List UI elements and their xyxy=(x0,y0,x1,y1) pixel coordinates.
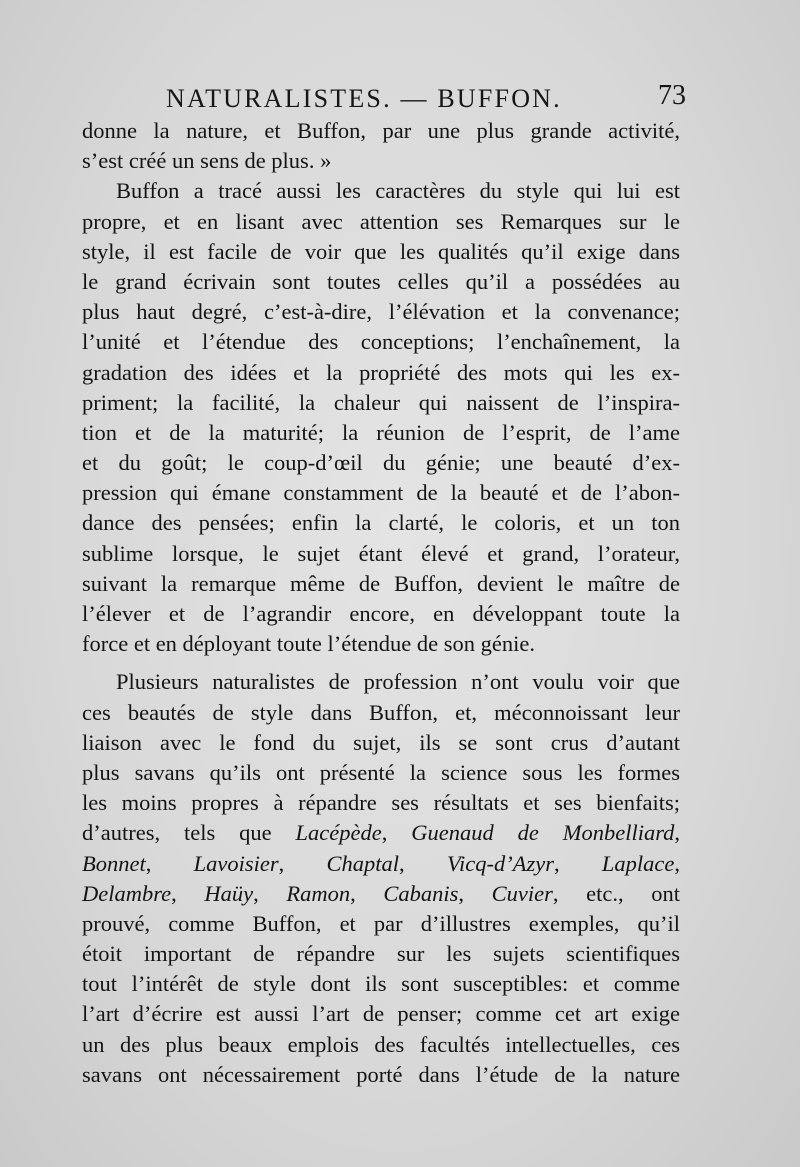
text-line: tion et de la maturité; la réunion de l’esprit, de l’ame xyxy=(82,419,680,445)
naturalist-name: Laplace xyxy=(601,850,675,876)
text-line-with-names xyxy=(82,879,680,909)
text-line: tout l’intérêt de style dont ils sont susceptibles: et comme xyxy=(82,971,680,997)
text-line: le grand écrivain sont toutes celles qu’il a possédées au xyxy=(82,268,680,294)
paragraph-gap xyxy=(82,659,680,667)
text-line: et du goût; le coup-d’œil du génie; une beauté d’ex- xyxy=(82,450,680,476)
naturalist-name: Delambre xyxy=(82,880,172,906)
text-fragment: etc., ont xyxy=(586,880,681,906)
text-line: priment; la facilité, la chaleur qui naissent de l’inspira- xyxy=(82,389,680,415)
comma: , xyxy=(145,850,152,876)
text-line: l’art d’écrire est aussi l’art de penser; comme cet art exige xyxy=(82,1001,680,1027)
naturalist-name: Ramon xyxy=(286,880,351,906)
naturalist-name: Cabanis xyxy=(383,880,459,906)
text-line: style, il est facile de voir que les qualités qu’il exige dans xyxy=(82,238,680,264)
text-line: gradation des idées et la propriété des mots qui les ex- xyxy=(82,359,680,385)
comma: , xyxy=(171,880,177,906)
text-line: ces beautés de style dans Buffon, et, méconnoissant leur xyxy=(82,699,680,725)
comma: , xyxy=(381,820,388,846)
text-line: s’est créé un sens de plus. » xyxy=(82,148,332,174)
text-line: étoit important de répandre sur les sujets scientifiques xyxy=(82,941,680,967)
running-header xyxy=(166,80,686,114)
comma: , xyxy=(553,850,560,876)
comma: , xyxy=(674,820,680,846)
comma: , xyxy=(458,880,465,906)
naturalist-name: Guenaud de Monbelliard xyxy=(411,820,675,846)
naturalist-name: Vicq-d’Azyr xyxy=(446,850,554,876)
text-line: Plusieurs naturalistes de profession n’ont voulu voir que xyxy=(116,669,680,695)
text-line: dance des pensées; enfin la clarté, le coloris, et un ton xyxy=(82,510,680,536)
comma: , xyxy=(674,850,680,876)
text-line: propre, et en lisant avec attention ses Remarques sur le xyxy=(82,208,680,234)
text-line: savans ont nécessairement porté dans l’étude de la nature xyxy=(82,1061,680,1087)
text-line-with-names xyxy=(82,849,680,879)
comma: , xyxy=(350,880,356,906)
text-line-with-names xyxy=(82,818,680,848)
body-text xyxy=(82,116,680,1090)
text-line: suivant la remarque même de Buffon, devient le maître de xyxy=(82,570,680,596)
text-line: l’unité et l’étendue des conceptions; l’enchaînement, la xyxy=(82,329,680,355)
running-title: NATURALISTES. — BUFFON. xyxy=(166,84,562,113)
page-number: 73 xyxy=(658,80,686,111)
naturalist-name: Haüy xyxy=(204,880,254,906)
naturalist-name: Bonnet xyxy=(82,850,146,876)
text-line: prouvé, comme Buffon, et par d’illustres exemples, qu’il xyxy=(82,910,680,936)
naturalist-name: Lacépède xyxy=(295,820,382,846)
comma: , xyxy=(552,880,559,906)
comma: , xyxy=(278,850,285,876)
comma: , xyxy=(253,880,259,906)
text-line: force et en déployant toute l’étendue de son génie. xyxy=(82,631,535,657)
text-line: l’élever et de l’agrandir encore, en développant toute la xyxy=(82,601,680,626)
naturalist-name: Chaptal xyxy=(326,850,400,876)
text-line: plus haut degré, c’est-à-dire, l’élévation et la convenance; xyxy=(82,299,680,325)
text-fragment: d’autres, tels que xyxy=(82,820,272,846)
text-line: pression qui émane constamment de la beauté et de l’abon- xyxy=(82,480,680,506)
text-line: sublime lorsque, le sujet étant élevé et grand, l’orateur, xyxy=(82,540,680,566)
naturalist-name: Lavoisier xyxy=(193,850,279,876)
text-line: plus savans qu’ils ont présenté la science sous les formes xyxy=(82,759,680,785)
text-line: liaison avec le fond du sujet, ils se sont crus d’autant xyxy=(82,729,680,755)
text-line: donne la nature, et Buffon, par une plus grande activité, xyxy=(82,118,680,143)
text-line: un des plus beaux emplois des facultés intellectuelles, ces xyxy=(82,1031,680,1057)
text-line: les moins propres à répandre ses résultats et ses bienfaits; xyxy=(82,790,680,816)
comma: , xyxy=(399,850,405,876)
text-line: Buffon a tracé aussi les caractères du style qui lui est xyxy=(116,178,680,204)
naturalist-name: Cuvier xyxy=(491,880,553,906)
